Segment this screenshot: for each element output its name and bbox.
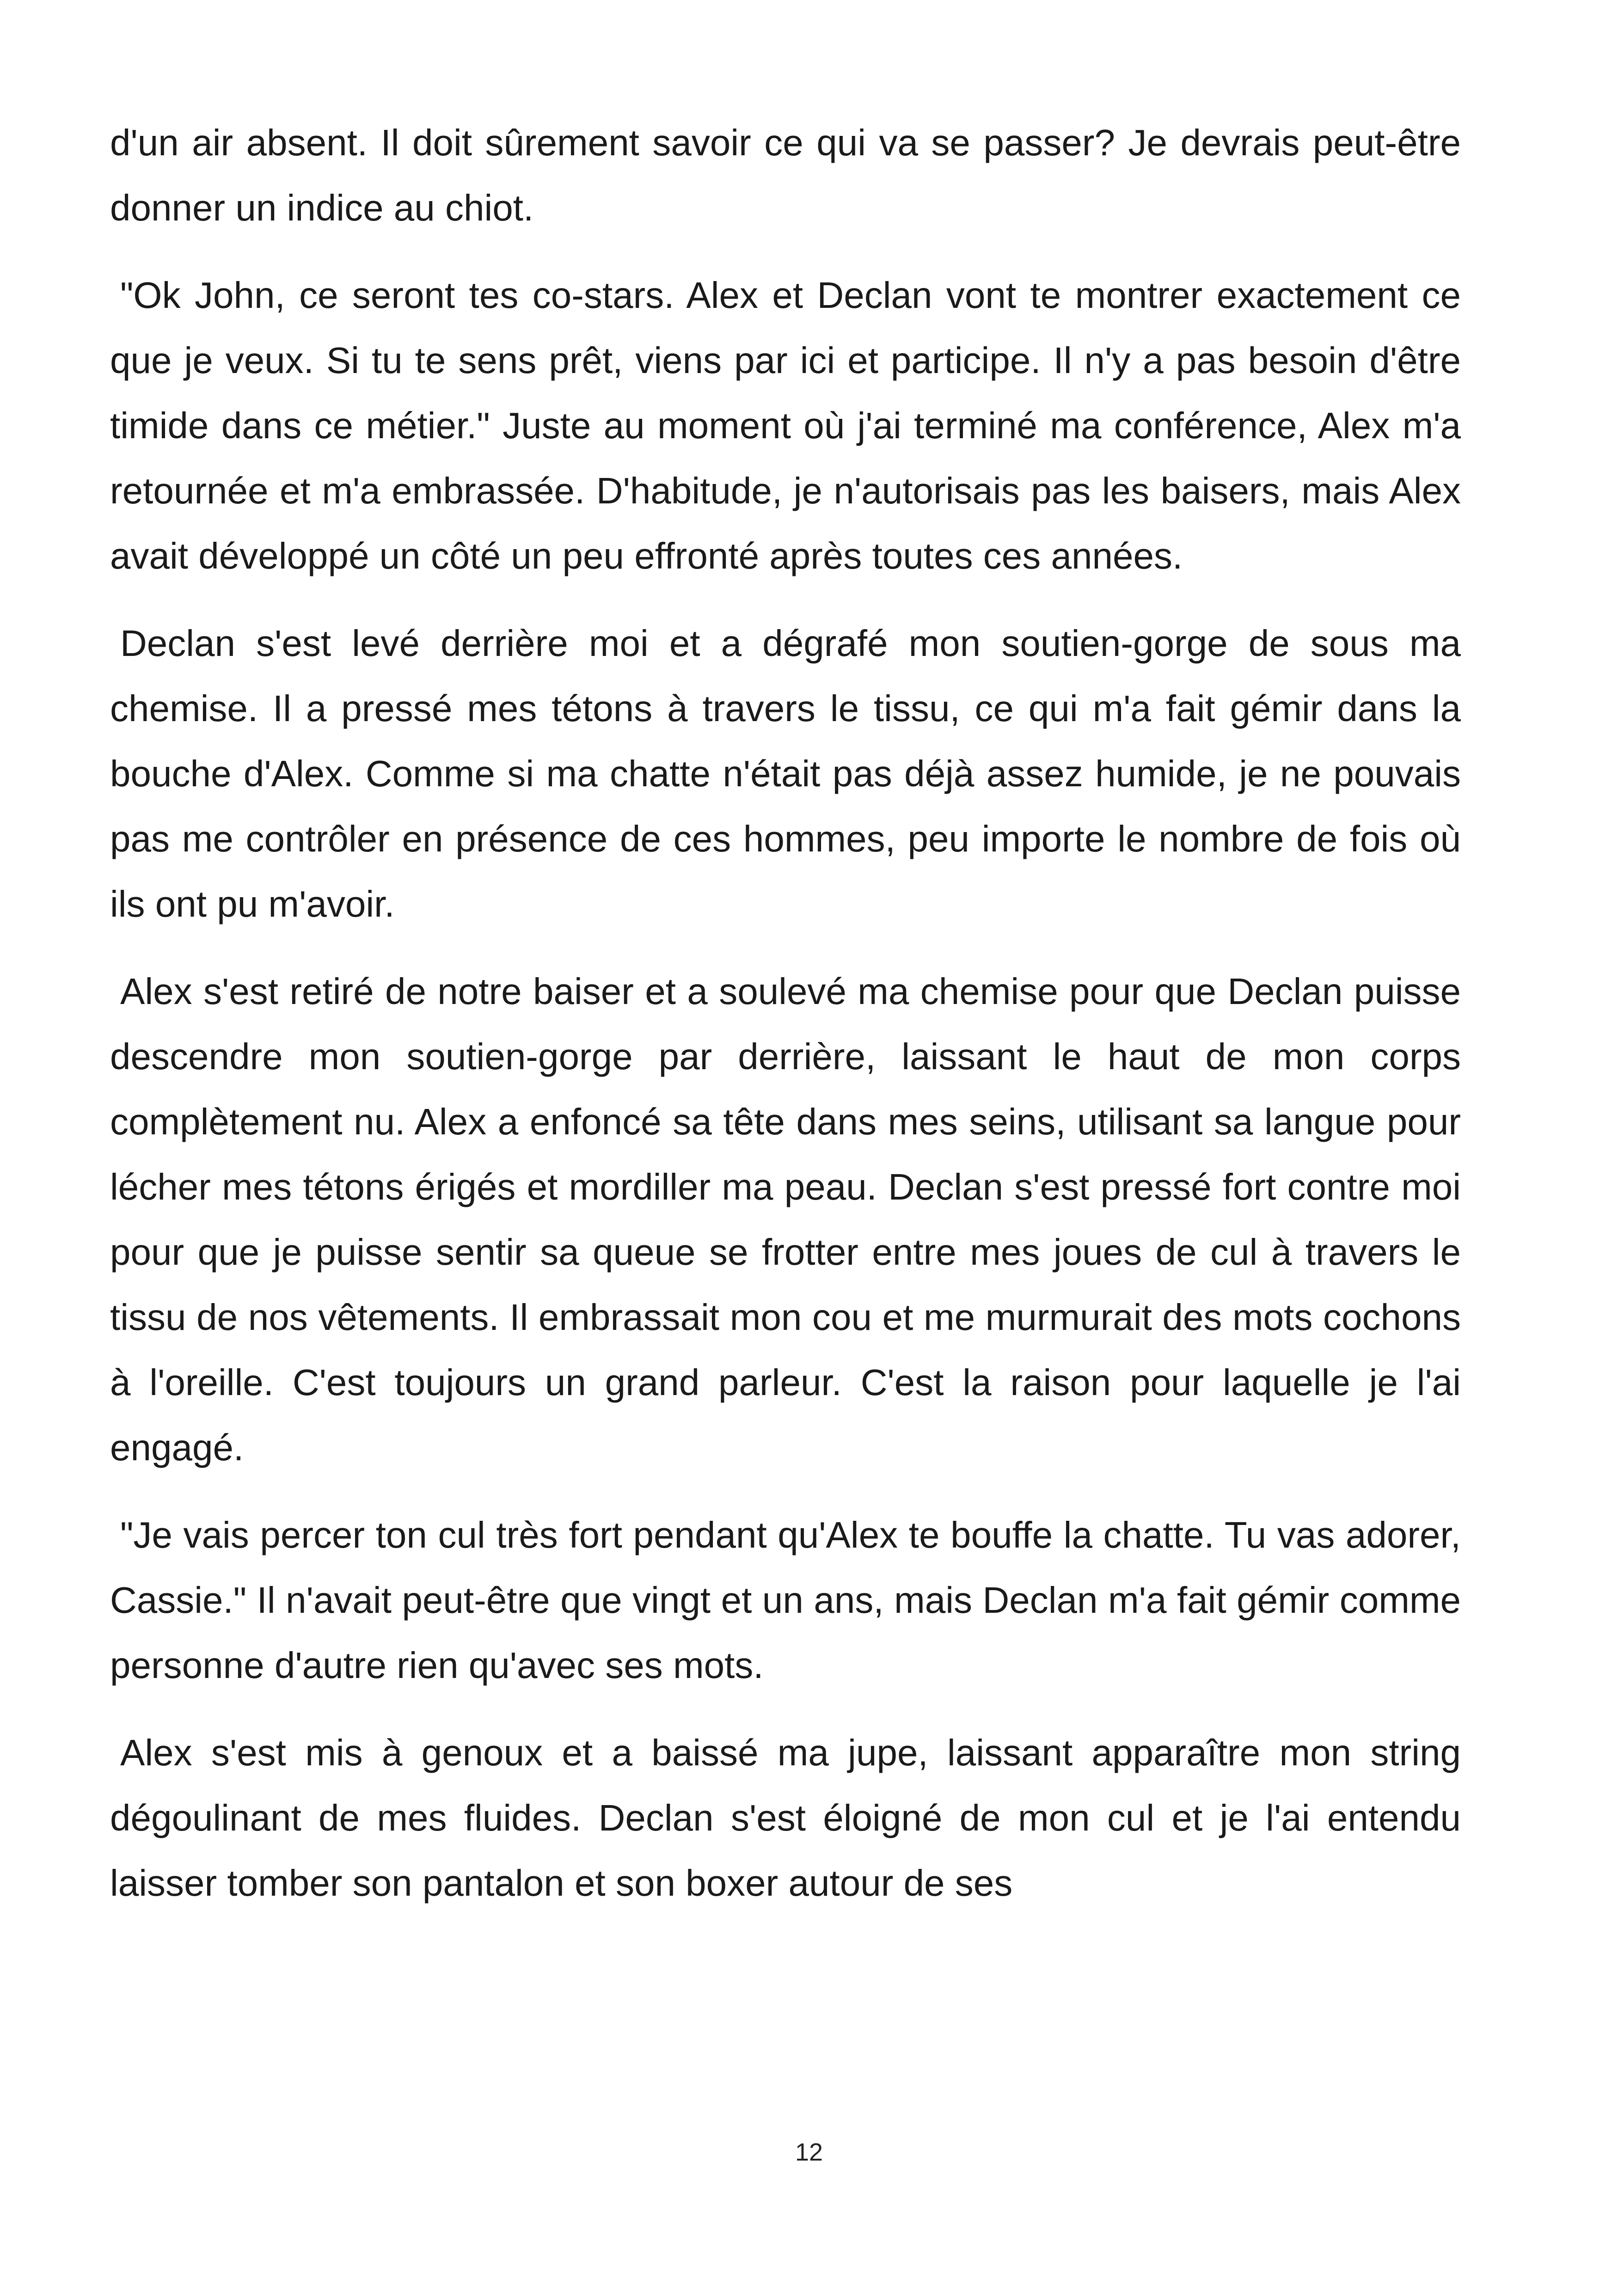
paragraph-2: "Ok John, ce seront tes co-stars. Alex et Declan vont te montrer exactement ce que je veux. Si tu te sens prêt, viens par ici et participe. Il n'y a pas besoin d'être timide dans ce métier." Juste au moment où j'ai terminé ma conférence, Alex m'a retournée et m'a embrassée. D'habitude, je n'autorisais pas les baisers, mais Alex avait développé un côté un peu effronté après toutes ces années. [110, 275, 1461, 576]
paragraph-6: Alex s'est mis à genoux et a baissé ma jupe, laissant apparaître mon string dégoulinant de mes fluides. Declan s'est éloigné de mon cul et je l'ai entendu laisser tomber son pantalon et son boxer autour de ses [110, 1732, 1461, 1904]
paragraph-5: "Je vais percer ton cul très fort pendant qu'Alex te bouffe la chatte. Tu vas adorer, Cassie." Il n'avait peut-être que vingt et un ans, mais Declan m'a fait gémir comme personne d'autre rien qu'avec ses mots. [110, 1514, 1461, 1686]
paragraph-1: d'un air absent. Il doit sûrement savoir ce qui va se passer? Je devrais peut-être donner un indice au chiot. [110, 122, 1461, 228]
text-body [110, 110, 1461, 1938]
paragraph-4: Alex s'est retiré de notre baiser et a soulevé ma chemise pour que Declan puisse descendre mon soutien-gorge par derrière, laissant le haut de mon corps complètement nu. Alex a enfoncé sa tête dans mes seins, utilisant sa langue pour lécher mes tétons érigés et mordiller ma peau. Declan s'est pressé fort contre moi pour que je puisse sentir sa queue se frotter entre mes joues de cul à travers le tissu de nos vêtements. Il embrassait mon cou et me murmurait des mots cochons à l'oreille. C'est toujours un grand parleur. C'est la raison pour laquelle je l'ai engagé. [110, 971, 1461, 1468]
page-number: 12 [795, 2138, 823, 2166]
paragraph-3: Declan s'est levé derrière moi et a dégrafé mon soutien-gorge de sous ma chemise. Il a pressé mes tétons à travers le tissu, ce qui m'a fait gémir dans la bouche d'Alex. Comme si ma chatte n'était pas déjà assez humide, je ne pouvais pas me contrôler en présence de ces hommes, peu importe le nombre de fois où ils ont pu m'avoir. [110, 623, 1461, 925]
